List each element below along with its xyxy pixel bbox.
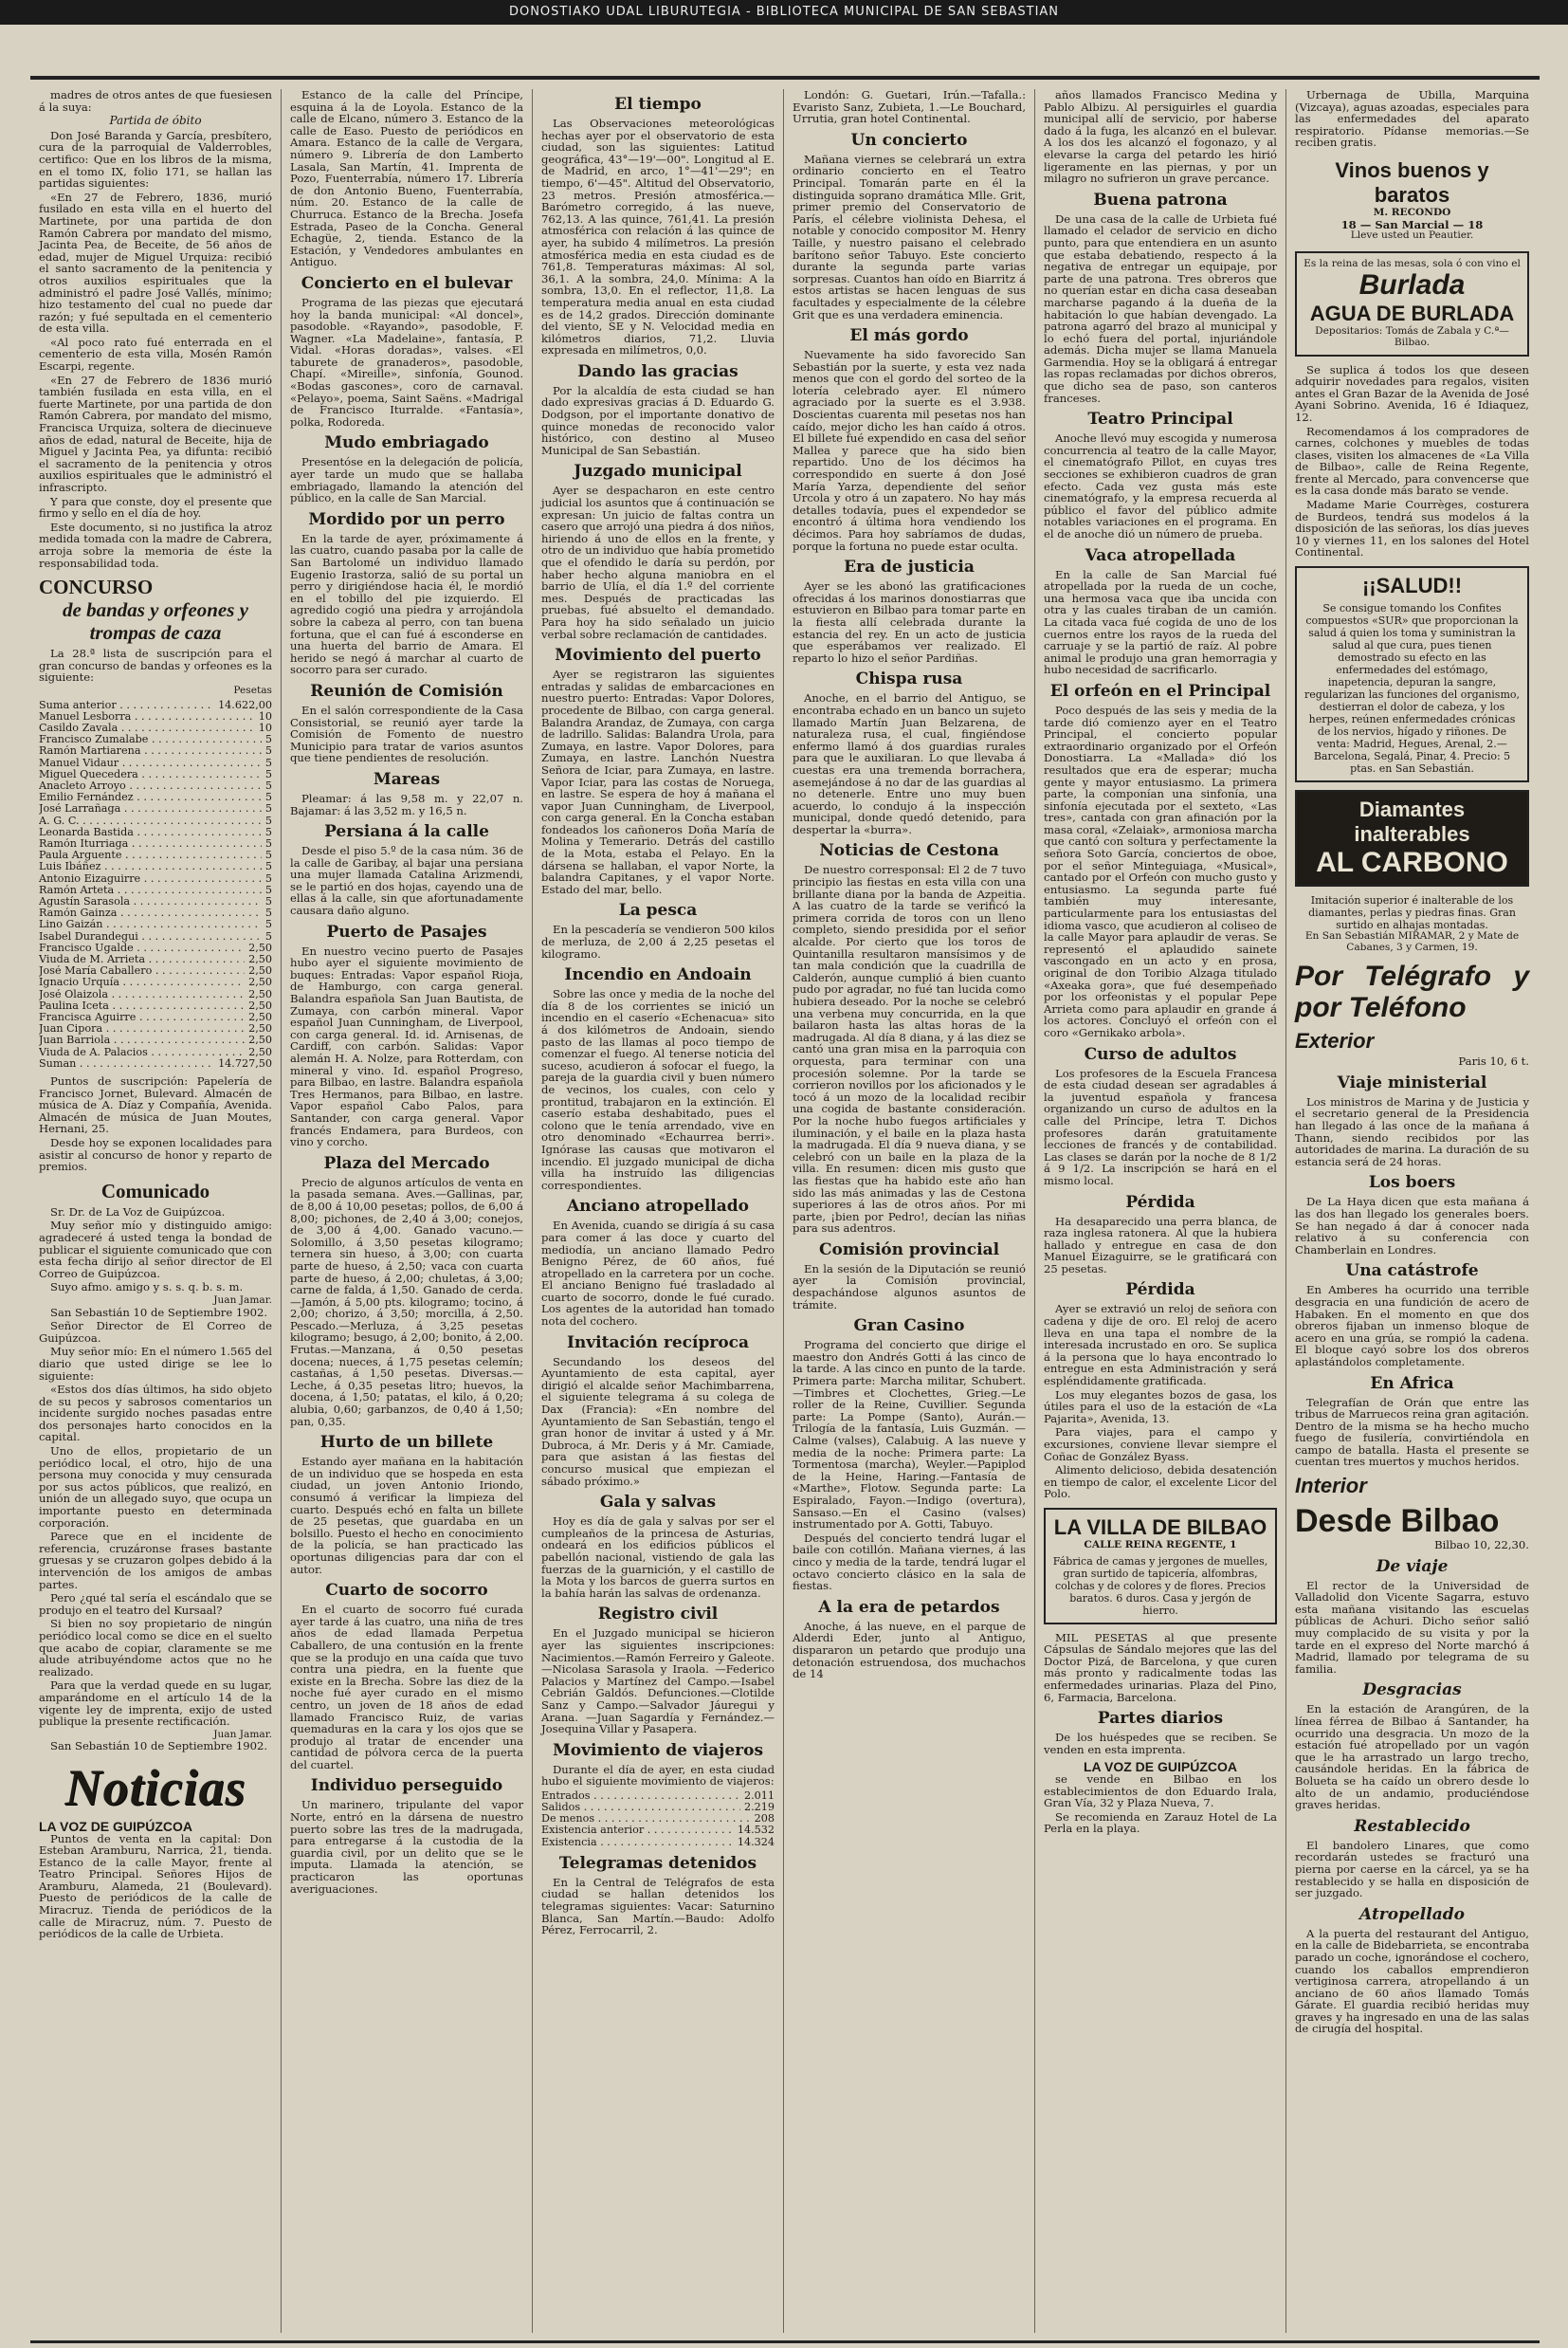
section-heading: Era de justicia [844,558,975,578]
paragraph: En el salón correspondiente de la Casa Consistorial, se reunió ayer tarde la Comisión de Fomento de nuestro Municipio para tratar de varios asuntos que tiene pendientes de resolución. [290,703,523,765]
row-name: Ramón Gainza . . . [39,908,262,919]
row-name: Francisco Zumalabe . . . [39,734,262,745]
section-heading: Pérdida [1125,1280,1195,1300]
paragraph: Por la alcaldía de esta ciudad se han dado expresivas gracias á D. Eduardo G. Dodgson, por el importante donativo de quince monedas de reconocido valor histórico, con destino al Museo Municipal de San Sebastián. [541,383,775,457]
paragraph: Ayer se despacharon en este centro judicial los asuntos que á continuación se expresan: Un juicio de faltas contra un casero que arrojó una piedra á dos niños, hiriendo á uno de ellos en la frente, y otro de un individuo que había prometido que el ofendido le daría su perdón, por haber hecho alguna maniobra en el barrio de Ulía, el día 1.º del corriente mes. Después de practicadas las pruebas, fué absuelto el demandado. Para hoy ha sido señalado un juicio verbal sobre reclamación de cantidades. [541,484,775,641]
row-value: 2,50 [248,953,272,965]
paragraph: Parece que en el incidente de referencia, cruzáronse frases bastante gruesas y se cruzaron golpes debido á la intervención de los amigos de ambas partes. [39,1530,272,1591]
list-row [39,861,272,872]
row-name: José María Caballero . . . [39,965,245,977]
list-row [39,723,272,734]
row-name: Manuel Lesborra . . . [39,711,255,723]
section-heading: Una catástrofe [1345,1261,1479,1281]
row-value: 5 [264,825,272,838]
ad-subtitle: AL CARBONO [1316,847,1508,879]
paragraph: Ayer se les abonó las gratificaciones ofrecidas á los marinos donostiarras que estuvieron en Bilbao para tomar parte en la fiesta allí celebrada durante la estancia del rey. En un acto de justicia que esperábamos ver realizado. El reparto lo hizo el señor Pardiñas. [793,579,1026,665]
row-value: 5 [264,733,272,746]
row-name: Entrados . . . [541,1790,740,1802]
row-value: 5 [264,744,272,758]
row-value: 5 [264,860,272,873]
ad-title: ¡¡SALUD!! [1361,574,1463,598]
list-row [39,885,272,896]
section-heading: Chispa rusa [855,670,963,689]
section-heading: Concierto en el bulevar [301,273,513,293]
row-value: 5 [264,929,272,943]
paragraph: Desde el piso 5.º de la casa núm. 36 de la calle de Garibay, al bajar una persiana una mujer llamada Catalina Arizmendi, se le partió en dos hojas, cayendo una de ellas á la calle, sin que afortunadamente causara daño alguno. [290,844,523,918]
ad-title: Vinos buenos y baratos [1335,157,1489,207]
row-name: Miguel Quecedera . . . [39,769,262,780]
section-interior: Interior [1295,1474,1367,1498]
column-3 [533,89,784,2333]
list-row [39,1058,272,1070]
travelers-list [541,1790,775,1848]
ad-footer: En San Sebastián MIRAMAR, 2 y Mate de Cabanes, 3 y Carmen, 19. [1304,930,1520,953]
paragraph: Anoche llevó muy escogida y numerosa concurrencia al teatro de la calle Mayor, el cinematógrafo Pillot, en cuyas tres secciones se exhibieron cuadros de gran efecto. Cada vez gusta más este cinematógrafo, y la empresa recuerda al público el favor del público admite notables variaciones en el programa. En el de anoche dió un número de prueba. [1044,431,1277,541]
ad-body: Se consigue tomando los Confites compuestos «SUR» que proporcionan la salud á quien los toma y suministran la salud al que cura, pues tienen demostrado su efecto en las enfermedades del estómago, inapetencia, depuran la sangre, regularizan las funciones del organismo, destierran el dolor de cabeza, y los herpes, reúnen enfermedades crónicas de los nervios, hígado y riñones. De venta: Madrid, Hegues, Arenal, 2.—Barcelona, Segalá, Pinar, 4. Precio: 5 ptas. en San Sebastián. [1304,602,1521,776]
paragraph: Los muy elegantes bozos de gasa, los útiles para el uso de la estación de «La Pajarita», Avenida, 13. [1044,1387,1277,1425]
paragraph: En la estación de Arangúren, de la línea férrea de Bilbao á Santander, ha ocurrido una desgracia. Un mozo de la estación fué atropellado por un vagón que le ha arrastrado un largo trecho, causándole heridas. En la fábrica de Bolueta se ha caído un obrero desde lo alto de un andamio, produciéndose graves heridas. [1295,1702,1529,1812]
paragraph: Se suplica á todos los que deseen adquirir novedades para regalos, visiten antes el Gran Bazar de la Avenida de José Ayani Sobrino. Avenida, 16 é Idiaquez, 12. [1295,362,1529,424]
list-row [39,908,272,919]
list-row [541,1802,775,1813]
paragraph: años llamados Francisco Medina y Pablo Albizu. Al persiguirles el guardia municipal allí de servicio, por haberse dado á la fuga, les alcanzó en el bulevar. A los dos les alcanzó el fogonazo, y al elevarse la carga del petardo les hirió ligeramente en las piernas, y por un milagro no sufrieron un grave percance. [1044,89,1277,186]
paragraph: Puntos de suscripción: Papelería de Francisco Jornet, Bulevard. Almacén de música de A. Díaz y Compañía, Avenida. Almacén de música de Juan Moutes, Hernani, 25. [39,1074,272,1136]
paragraph: Ayer se extravió un reloj de señora con cadena y dije de oro. El reloj de acero lleva en una tapa el nombre de la interesada incrustado en oro. Se suplica á la persona que lo haya encontrado lo entregue en esta Administración y será espléndidamente gratificada. [1044,1302,1277,1388]
list-row [39,965,272,977]
paragraph: De nuestro corresponsal: El 2 de 7 tuvo principio las fiestas en esta villa con una brillante diana por la banda de Azpeitia. A las cuatro de la tarde se verificó la primera corrida de toros con un lleno completo, siendo presidida por el señor alcalde. Por cierto que los toros de Quintanilla resultaron mansísimos y de tan mala condición que la cuadrilla de Calderón, aunque cumplió á bien cuanto pudo por agradar, no fué tan lucida como hubiera deseado. Por la noche se celebró una verbena muy concurrida, en la que bailaron hasta las altas horas de la madrugada. Al día 8 diana, y á las diez se cantó una gran misa en la parroquia con orquesta, para terminar con una procesión solemne. Por la tarde se corrieron novillos por los aficionados y le tocó á un mozo de la localidad recibir una cogida de bastante consideración. Por la noche hubo fuegos artificiales y iluminación, y el baile en la plaza hasta la madrugada. El día 9 nueva diana, y se celebró con un baile en la plaza de la villa. En resumen: dicen mis gusto que las fiestas que ha habido este año han sido las más animadas y las de Cestona superiores á las de otros años. Por mi parte, ¡bien por Pedro!, decían las niñas para sus adentros. [793,863,1026,1236]
paragraph: Señor Director de El Correo de Guipúzcoa. [39,1319,272,1345]
section-heading: Dando las gracias [577,361,738,381]
row-name: José Olaizola . . . [39,989,245,1000]
row-value: 2,50 [248,964,272,978]
dateline: Bilbao 10, 22,30. [1434,1538,1529,1552]
column-4 [784,89,1035,2333]
paragraph: El rector de la Universidad de Valladolid don Vicente Sagarra, estuvo esta mañana visitando las escuelas públicas de Achuri. Dicho señor salió muy complacido de su visita y por la tarde en el expreso del Norte marchó á Madrid, llamado por telegrama de su familia. [1295,1578,1529,1676]
list-row [39,977,272,988]
paragraph: En la Central de Telégrafos de esta ciudad se hallan detenidos los telegramas siguientes: Vacar: Saturnino Blanca, San Martín.—Baudo: Adolfo Pérez, Ferrocarril, 2. [541,1875,775,1937]
row-name: Ignacio Urquía . . . [39,977,245,988]
row-value: 2,50 [248,999,272,1012]
telegraph-banner: Por Telégrafo y por Teléfono [1295,961,1529,1024]
paragraph: En nuestro vecino puerto de Pasajes hubo ayer el siguiente movimiento de buques: Entradas: Vapor español Rioja, de Hamburgo, con carga general. Balandra española San Juan Bautista, de Zumaya, con carbón mineral. Vapor español Juan Cunningham, de Liverpool, con carga general. Id. id. Arnisenas, de Cardiff, con carbón. Salidas: Vapor alemán H. A. Nolze, para Rotterdam, con mineral y vino. Id. español Progreso, para Bilbao, en lastre. Balandra española Tres Hermanos, para Bilbao, en lastre. Vapor español Cabo Palos, para Santander, con carga general. Vapor francés Endamera, para Burdeos, con vino y corcho. [290,944,523,1149]
paragraph: Sobre las once y media de la noche del día 8 de los corrientes se inició un incendio en el caserío «Echenacua» sito á dos kilómetros de Andoain, siendo pasto de las llamas al poco tiempo de comenzar el fuego. Al tenerse noticia del suceso, acudieron á sofocar el fuego, la pareja de la guardia civil y buen número de vecinos, los cuales, con celo y prontitud, trabajaron en la extinción. El caserío estaba deshabitado, pues el colono que le tenía arrendado, vive en otro denominado «Echaurrea berri». Ignórase las causas que motivaron el incendio. El juzgado municipal de dicha villa ha instruído las diligencias correspondientes. [541,987,775,1192]
list-row [39,758,272,769]
list-row [39,919,272,930]
section-heading: Gran Casino [853,1316,965,1336]
row-value: 5 [264,779,272,792]
noticias-banner: Noticias [64,1758,246,1816]
row-value: 5 [264,802,272,816]
paragraph: Poco después de las seis y media de la tarde dió comienzo ayer en el Teatro Principal, el concierto popular extraordinario organizado por el Orfeón Donostiarra. La «Mallada» dió los resultados que era de esperar; mucha gente y mayor entusiasmo. La primera parte, la componían una sinfonía, una sinfonía ejecutada por el sexteto, «Las tres», cantada con gran afinación por la masa coral, «Zelaiak», armoniosa marcha que cantó con soltura y perfectamente la señora Soto García, conciertos de oboe, por el señor Minteguiaga, «Musical», cantado por el Orfeón con mucho gusto y entusiasmo. La segunda parte fué también muy interesante, particularmente para los entusiastas del idioma vasco, que acudieron al coliseo de la calle Mayor para aplaudir de veras. Se representó el aplaudido sainete vascongado en un acto y en prosa, original de don Toribio Alzaga titulado «Axeaka gora», que fué desempeñado por los orfeonistas y el popular Pepe Arrieta como para aplaudir en grande á los actores. Concluyó el orfeón con el coro «Gernikako arbola». [1044,703,1277,1039]
row-name: José Larrañaga . . . [39,803,262,815]
section-heading: de bandas y orfeones y trompas de caza [63,598,248,645]
section-heading: El orfeón en el Principal [1049,681,1271,701]
list-row [39,745,272,757]
column-2 [282,89,533,2333]
row-name: Isabel Durandegui . . . [39,931,262,943]
desde-bilbao-heading: Desde Bilbao [1295,1503,1500,1540]
paragraph: En el Juzgado municipal se hicieron ayer las siguientes inscripciones: Nacimientos.—Ramón Ferreiro y Galeote.—Nicolasa Sarasola y Iraola. —Federico Palacios y Martínez del Campo.—Isabel Cebrián Galdós. Defunciones.—Clotilde Sanz y Campo.—Salvador Jáuregui y Arana. —Juan Sagardía y Fernández.—Josequina Villar y Pasapera. [541,1626,775,1736]
section-heading: Partes diarios [1097,1709,1224,1729]
paragraph: San Sebastián 10 de Septiembre 1902. [50,1305,268,1319]
list-row [39,711,272,723]
list-row [39,1023,272,1035]
row-value: 5 [264,871,272,885]
list-row [39,838,272,850]
paragraph: Suyo afmo. amigo y s. s. q. b. s. m. [50,1280,244,1294]
row-value: 2,50 [248,1022,272,1036]
row-name: Salidos . . . [541,1802,740,1813]
row-value: 5 [264,907,272,920]
section-heading: Vaca atropellada [1085,545,1236,565]
dateline: Paris 10, 6 t. [1458,1055,1529,1069]
paragraph: Telegrafían de Orán que entre las tribus de Marruecos reina gran agitación. Dentro de la misma se ha hecho mucho fuego de fusilería, convirtiéndola en campo de batalla. Hasta el presente se cuentan tres muertos y muchos heridos. [1295,1395,1529,1469]
row-name: Francisca Aguirre . . . [39,1012,245,1023]
section-heading: Invitación recíproca [566,1332,750,1352]
row-value: 5 [264,883,272,896]
row-name: Emilio Fernández . . . [39,792,262,803]
list-row [39,1000,272,1012]
section-heading: Gala y salvas [599,1493,717,1513]
row-name: Ramón Martiarena . . . [39,745,262,757]
section-heading: Anciano atropellado [566,1197,749,1217]
list-row [39,943,272,954]
section-heading: El más gordo [849,326,969,346]
paragraph: En el cuarto de socorro fué curada ayer tarde á las cuatro, una niña de tres años de edad llamada Perpetua Caballero, de una contusión en la frente que se la produjo en una caída que tuvo contra una piedra, en la fuente que existe en la Brecha. Sobre las diez de la noche fué ayer curado en el mismo centro, un joven de 18 años de edad llamado Francisco Ruiz, de varias quemaduras en la cara y los ojos que se produjo al tratar de encender una cantidad de pólvora cerca de la puerta del cuartel. [290,1603,523,1771]
section-exterior: Exterior [1295,1029,1375,1054]
paragraph: En la calle de San Marcial fué atropellada por la rueda de un coche, una hermosa vaca que iba uncida con otra y las cuales tiraban de un camión. La citada vaca fué cogida de uno de los cuernos entre los rayos de la rueda del carruaje y se la partió de raíz. Al pobre animal le produjo una gran hemorragia y hubo necesidad de sacrificarlo. [1044,567,1277,677]
section-heading: Los boers [1368,1173,1456,1193]
row-value: 2,50 [248,941,272,954]
paragraph: se vende en Bilbao en los establecimientos de don Eduardo Irala, Gran Vía, 32 y Plaza Nueva, 7. [1044,1771,1277,1810]
row-name: Suma anterior . . . [39,700,214,711]
row-name: Viuda de A. Palacios . . . [39,1047,245,1058]
list-row [541,1825,775,1836]
paragraph: Sr. Dr. de La Voz de Guipúzcoa. [50,1204,226,1219]
paragraph: Para viajes, para el campo y excursiones, conviene llevar siempre el Coñac de González Byass. [1044,1425,1277,1463]
row-value: 14.622,00 [218,698,272,711]
ad-villa-de-bilbao [1044,1508,1277,1624]
section-heading: Un concierto [850,130,968,150]
newspaper-page [30,89,1540,2333]
row-value: 5 [264,836,272,850]
paragraph: Hoy es día de gala y salvas por ser el cumpleaños de la princesa de Asturias, ondeará en los edificios públicos el pabellón nacional, vistiendo de gala las fuerzas de la guarnición, y el castillo de la Mota y los barcos de guerra surtos en la bahía harán las salvas de ordenanza. [541,1514,775,1600]
section-heading: CONCURSO [39,576,154,599]
paragraph: Los profesores de la Escuela Francesa de esta ciudad desean ser agradables á la juventud española y francesa organizando un curso de adultos en la calle del Príncipe, letra T. Dichos profesores darán gratuitamente lecciones de francés y de contabilidad. Las clases se darán por la noche de 8 1/2 á 9 1/2. La inscripción se hará en el mismo local. [1044,1066,1277,1187]
paragraph: Estanco de la calle del Príncipe, esquina á la de Loyola. Estanco de la calle de Elcano, número 3. Estanco de la calle de Easo. Puesto de periódicos en Amara. Estanco de la calle de Vergara, número 9. Librería de don Lamberto Lasala, San Martín, 41. Imprenta de Pozo, Fuenterrabía, número 17. Librería de don Antonio Bueno, Fuenterrabía, núm. 20. Estanco de la calle de Churruca. Estanco de la Brecha. Josefa Estrada, Paseo de la Concha. General Echagüe, 2, tienda. Estanco de la Estación, y Vendedores ambulantes en Antiguo. [290,89,523,269]
list-row [39,827,272,838]
row-name: Anacleto Arroyo . . . [39,780,262,792]
ad-brand: Burlada [1358,269,1466,302]
paragraph: Ha desaparecido una perra blanca, de raza inglesa ratonera. Al que la hubiera hallado y entregue en casa de don Manuel Eizaguirre, se le gratificará con 25 pesetas. [1044,1214,1277,1275]
list-row [39,896,272,908]
paragraph: Este documento, si no justifica la atroz medida tomada con la madre de Cabrera, arroja sobre la memoria de éste la responsabilidad toda. [39,520,272,570]
section-heading: Juzgado municipal [574,462,742,482]
ad-title: LA VILLA DE BILBAO [1053,1514,1267,1539]
ad-footer: Depositarios: Tomás de Zabala y C.ª—Bilbao. [1315,325,1509,348]
list-row [39,931,272,943]
paragraph: De una casa de la calle de Urbieta fué llamado el celador de servicio en dicho punto, para que entendiera en un asunto que estaba debatiendo, respecto á la negativa de entregar un equipaje, por parte de una patrona. Tres obreros que no querían estar en dicha casa deseaban marcharse pagando á la dueña de la habitación lo que habían devengado. La patrona agarró del brazo al municipal y lo echó fuera del portal, injuriándole además. Dicha mujer se llama Manuela Garmendia. Hoy se la obligará á entregar las ropas reclamadas por dichos obreros, que dicho sea de paso, son canteros franceses. [1044,211,1277,405]
paragraph: Madame Marie Courrèges, costurera de Burdeos, tendrá sus modelos á la disposición de las señoras, los días jueves 10 y viernes 11, en los salones del Hotel Continental. [1295,498,1529,559]
row-name: De menos . . . [541,1813,751,1825]
row-value: 14.324 [737,1835,775,1848]
paragraph: Secundando los deseos del Ayuntamiento de esta capital, ayer dirigió el alcalde señor Machimbarrena, el siguiente telegrama á su colega de Dax (Francia): «En nombre del Ayuntamiento de San Sebastián, tengo el gran honor de invitar á usted y á Mr. Dubroca, á Mr. Deris y á Mr. Camiade, para que asistan á las fiestas del concurso musical que empiezan el sábado próximo.» [541,1354,775,1488]
list-row [39,850,272,861]
paragraph: El bandolero Linares, que como recordarán ustedes se fracturó una pierna por caerse en la cárcel, ya se ha restablecido y se halla en disposición de ser juzgado. [1295,1838,1529,1900]
row-value: 14.727,50 [218,1056,272,1070]
row-name: Leonarda Bastida . . . [39,827,262,838]
paragraph: madres de otros antes de que fuesiesen á la suya: [39,89,272,114]
paragraph: «En 27 de Febrero de 1836 murió también fusilada en esta villa, en el fuerte Martinete, por una partida de don Ramón Cabrera, por mandato del mismo, Francisca Urquiza, soltera de diecinueve años de edad, natural de Beceite, hija de Miguel y Jacinta Pea, ya difunta: recibió el sacramento de la penitencia y otros auxilios espirituales que le administró el infrascripto. [39,373,272,494]
signature: Juan Jamar. [213,1728,272,1740]
paragraph: MIL PESETAS al que presente Cápsulas de Sándalo mejores que las del Doctor Pizá, de Barcelona, y que curen más pronto y radicalmente todas las enfermedades urinarias. Plaza del Pino, 6, Farmacia, Barcelona. [1044,1630,1277,1704]
section-heading: Telegramas detenidos [558,1853,757,1873]
paragraph: Mañana viernes se celebrará un extra ordinario concierto en el Teatro Principal. Tomarán parte en él la distinguida soprano dramática Mlle. Grit, primer premio del Conservatorio de París, el célebre violinista Dehesa, el notable y conocido compositor M. Henry Taille, y nuestro paisano el celebrado barítono señor Tabuyo. Este concierto durante la segunda parte varias sorpresas. Cuantos han oído en Biarritz á estos artistas se hacen lenguas de sus facultades y especialmente de la célebre Grit que es una verdadera eminencia. [793,152,1026,321]
section-heading: Restablecido [1354,1816,1470,1836]
ad-diamantes [1295,790,1529,887]
row-name: Luis Ibáñez . . . [39,861,262,872]
row-value: 5 [264,767,272,780]
row-value: 10 [258,721,272,734]
section-heading: Incendio en Andoain [564,965,752,985]
section-heading: Persiana á la calle [324,822,489,842]
paragraph: Alimento delicioso, debida desatención en tiempo de calor, el excelente Licor del Polo. [1044,1463,1277,1501]
row-name: Agustín Sarasola . . . [39,896,262,908]
row-name: Juan Cipora . . . [39,1023,245,1035]
list-row [541,1790,775,1802]
section-heading: La pesca [618,901,698,921]
column-1 [30,89,282,2333]
paragraph: Estando ayer mañana en la habitación de un individuo que se hospeda en esta ciudad, un joven Antonio Iriondo, consumó á verificar la limpieza del cuarto. Después echó en falta un billete de 25 pesetas, que guardaba en un bolsillo. Puesto el hecho en conocimiento de la policía, se han practicado las oportunas diligencias para dar con el autor. [290,1455,523,1576]
paragraph: En Avenida, cuando se dirigía á su casa para comer á las doce y cuarto del mediodía, un anciano llamado Pedro Benigno Pérez, de 60 años, fué atropellado en la carretera por un coche. El anciano Benigno fué trasladado al cuarto de socorro, donde le fué curado. Los agentes de la autoridad han tomado nota del cochero. [541,1219,775,1329]
paragraph: Precio de algunos artículos de venta en la pasada semana. Aves.—Gallinas, par, de 8,00 á 10,00 pesetas; pollos, de 6,00 á 8,00; pichones, de 2,40 á 3,00; conejos, de 3,00 á 4,00. Ganado vacuno.—Solomillo, á 3,50 pesetas kilogramo; ternera sin hueso, á 3,00; con cuarta parte de hueso, á 2,50; vaca con cuarta parte de hueso, á 2,00; chuletas, á 3,00; carne de falda, á 1,50. Ganado de cerda.—Jamón, á 5,00 pts. kilogramo; tocino, á 2,00; chorizo, á 3,50; morcilla, á 2,50. Pescado.—Merluza, á 3,25 pesetas kilogramo; besugo, á 2,00; bonito, á 2,00. Frutas.—Manzana, á 0,50 pesetas docena; nueces, á 1,75 pesetas celemín; castañas, á 1,50 pesetas. Diversas.—Leche, á 0,35 pesetas litro; huevos, la docena, á 1,50; patatas, el kilo, á 0,20; alubia, 0,60; garbanzos, de 0,40 á 1,50; pan, 0,35. [290,1175,523,1428]
section-heading: En Africa [1370,1373,1454,1393]
section-heading: De viaje [1376,1556,1449,1576]
ad-body: Imitación superior é inalterable de los diamantes, perlas y piedras finas. Gran surtido en alhajas montadas. [1308,894,1516,932]
row-name: Paulina Iceta . . . [39,1000,245,1012]
ad-title: AGUA DE BURLADA [1309,302,1515,326]
row-value: 14.532 [737,1824,775,1837]
paragraph: Pero ¿qué tal sería el escándalo que se produjo en el teatro del Kursaal? [39,1591,272,1617]
paragraph: En Amberes ha ocurrido una terrible desgracia en una fundición de acero de Habaken. En el momento en que dos obreros fijaban un inmenso bloque de acero en una grúa, se rompió la cadena. El bloque cayó sobre los dos obreros aplastándolos completamente. [1295,1283,1529,1368]
section-heading: Atropellado [1359,1904,1465,1924]
row-value: 5 [264,756,272,769]
section-heading: Reunión de Comisión [310,681,503,701]
paragraph: Urbernaga de Ubilla, Marquina (Vizcaya), aguas azoadas, especiales para las enfermedades del aparato respiratorio. Pídanse memorias.—Se reciben gratis. [1295,89,1529,150]
paragraph: Uno de ellos, propietario de un periódico local, el otro, hijo de una persona muy conocida y muy censurada por sus actos públicos, que realizó, en unión de un allegado suyo, que ocupa un importante puesto en determinada corporación. [39,1444,272,1530]
row-value: 5 [264,918,272,931]
row-name: Existencia anterior . . . [541,1825,734,1836]
paragraph: «Estos dos días últimos, ha sido objeto de su pecos y sabrosos comentarios un incidente surgido noches pasadas entre dos personajes harto conocidos en la capital. [39,1383,272,1444]
row-name: Antonio Eizaguirre . . . [39,873,262,885]
row-name: Suman . . . [39,1058,214,1070]
section-heading: Movimiento de viajeros [552,1740,764,1760]
list-row [39,780,272,792]
paragraph: Puntos de venta en la capital: Don Esteban Aramburu, Narrica, 21, tienda. Estanco de la calle Mayor, frente al Teatro Principal. Señores Hijos de Aramburu, Alameda, 21 (Boulevard). Puesto de periódicos de la calle de Miracruz. Tienda de periódicos de la calle de Miracruz, núm. 7. Puesto de periódicos de la calle de Urbieta. [39,1831,272,1941]
list-row [39,734,272,745]
ad-address: CALLE REINA REGENTE, 1 [1084,1538,1237,1550]
list-row [541,1837,775,1848]
list-row [39,803,272,815]
list-row [39,989,272,1000]
column-6 [1286,89,1538,2333]
ad-address: 18 — San Marcial — 18 [1340,217,1484,231]
section-heading: Pérdida [1125,1192,1195,1212]
ad-subtitle: M. RECONDO [1373,206,1451,218]
row-value: 2.219 [743,1801,775,1814]
paragraph: Y para que conste, doy el presente que firmo y sello en el día de hoy. [39,494,272,521]
masthead-mini: LA VOZ DE GUIPÚZCOA [1083,1759,1238,1775]
section-heading: Plaza del Mercado [323,1153,490,1173]
section-heading: Cuarto de socorro [325,1581,488,1601]
row-value: 2,50 [248,987,272,1000]
paragraph: Para que la verdad quede en su lugar, amparándome en el artículo 14 de la vigente ley de imprenta, exijo de usted publique la presente rectificación. [39,1678,272,1729]
list-row [39,1012,272,1023]
paragraph: Ayer se registraron las siguientes entradas y salidas de embarcaciones en nuestro puerto: Entradas: Vapor Dolores, procedente de Bilbao, con carga general. Balandra Arandaz, de Zumaya, con carga de ladrillo. Salidas: Balandra Urola, para Zumaya, en lastre. Vapor Dolores, para Zumaya, en lastre. Lanchón Nuestra Señora de Iciar, para Zumaya, en lastre. Vapor Iciar, para las costas de Noruega, en lastre. Se espera de hoy á mañana el vapor Juan Cunningham, de Liverpool, con carga general. En la Concha estaban fondeados los cañoneros Doña María de Molina y Temerario. Detrás del castillo de la Mota, estaba el Pelayo. En la dársena se hallaban, el vapor Norte, la balandra Capitanes, y el vapor Norte. Estado del mar, bello. [541,668,775,896]
paragraph: Después del concierto tendrá lugar el baile con cotillón. Mañana viernes, á las cinco y media de la tarde, tendrá lugar el octavo concierto clásico en la sala de fiestas. [793,1531,1026,1593]
row-name: Juan Barriola . . . [39,1035,245,1046]
paragraph: En la pescadería se vendieron 500 kilos de merluza, de 2,00 á 2,25 pesetas el kilogramo. [541,923,775,961]
paragraph: Muy señor mío y distinguido amigo: agradeceré á usted tenga la bondad de publicar el siguiente comunicado que con esta fecha dirijo al señor director de El Correo de Guipúzcoa. [39,1219,272,1280]
section-heading: El tiempo [614,95,702,114]
paragraph: «En 27 de Febrero, 1836, murió fusilado en esta villa en el huerto del Martinete, por una partida de don Ramón Cabrera por mandato del mismo, Jacinta Pea, de Beceite, de 56 años de edad, mujer de Miguel Urquiza: recibió el santo sacramento de la penitencia y otros auxilios espirituales que la administró el padre José Vallés, mínimo; hizo testamento del cual no puede dar razón; y fué sepultada en el cementerio de esta villa. [39,190,272,336]
paragraph: La 28.ª lista de suscripción para el gran concurso de bandas y orfeones es la siguiente: [39,647,272,685]
bottom-rule [30,2340,1540,2343]
section-heading: Registro civil [597,1605,719,1624]
paragraph: Recomendamos á los compradores de carnes, colchones y muebles de todas clases, visiten los almacenes de «La Villa de Bilbao», calle de Reina Regente, frente al Mercado, para convencerse que es la casa donde más barato se vende. [1295,424,1529,498]
list-row [39,792,272,803]
ad-diamantes-text [1295,894,1529,953]
paragraph: Londón: G. Guetari, Irún.—Tafalla.: Evaristo Sanz, Zubieta, 1.—Le Bouchard, Urrutia, gran hotel Continental. [793,89,1026,126]
row-value: 5 [264,849,272,862]
section-heading: Puerto de Pasajes [326,922,487,942]
section-heading: Comunicado [100,1179,210,1202]
paragraph: En la sesión de la Diputación se reunió ayer la Comisión provincial, despachándose algunos asuntos de trámite. [793,1261,1026,1312]
paragraph: Muy señor mío: En el número 1.565 del diario que usted dirige se lee lo siguiente: [39,1345,272,1383]
paragraph: Anoche, á las nueve, en el parque de Alderdi Eder, junto al Antiguo, dispararon un petardo que produjo una detonación estruendosa, dos muchachos de 14 [793,1619,1026,1681]
section-heading: Comisión provincial [818,1239,1000,1259]
paragraph: «Al poco rato fué enterrada en el cementerio de esta villa, Mosén Ramón Escarpi, regente. [39,335,272,374]
paragraph: Nuevamente ha sido favorecido San Sebastián por la suerte, y esta vez nada menos que con el gordo del sorteo de la lotería celebrado ayer. El número agraciado por la suerte es el 3.938. Doscientas cuarenta mil pesetas nos han caído, mejor dicho les han caído á otros. El billete fué expendido en casa del señor Mallea y parece que ha sido bien repartido. Uno de los décimos ha correspondido en suerte á don José María Yarza, dependiente del señor Urcola y otro á un zapatero. No hay más detalles todavía, pues el expendedor se encontró á última hora vendiendo los décimos. Para hoy sabríamos de dudas, porque la fortuna no puede estar oculta. [793,348,1026,553]
ad-footer: Lleve usted un Peautier. [1350,229,1474,242]
paragraph: Se recomienda en Zarauz Hotel de La Perla en la playa. [1044,1809,1277,1836]
paragraph: Los ministros de Marina y de Justicia y el secretario general de la Presidencia han llegado á las once de la mañana á Thann, siendo recibidos por las autoridades de marina. La duración de su estancia será de 24 horas. [1295,1094,1529,1168]
row-value: 10 [258,709,272,723]
paragraph: Desde hoy se exponen localidades para asistir al concurso de honor y reparto de premios. [39,1136,272,1174]
paragraph: Durante el día de ayer, en esta ciudad hubo el siguiente movimiento de viajeros: [541,1762,775,1789]
column-5 [1035,89,1286,2333]
paragraph: San Sebastián 10 de Septiembre 1902. [50,1739,268,1753]
row-name: A. G. C. . . . [39,816,262,827]
section-heading: Curso de adultos [1084,1044,1237,1064]
row-name: Manuel Vidaur . . . [39,758,262,769]
subscription-list [39,700,272,1071]
section-heading: Noticias de Cestona [819,841,999,861]
paragraph: Programa del concierto que dirige el maestro don Andrés Gotti á las cinco de la tarde. A las cinco en punto de la tarde. Primera parte: Marcha militar, Schubert.—Timbres et Clochettes, Grieg.—Le roller de la Reine, Cuvillier. Segunda parte: La Pompe (Santo), Aurán.—Trilogía de la fantasía, Luis Guzmán. —Calme (valses), Calabuig. A las nueve y media de la noche: Primera parte: La Tormentosa (marcha), Weyler.—Papiplod de la Heine, Haring.—Fantasía de «Marthe», Flotow. Segunda parte: La Espiralado, Fayon.—Indigo (overtura), Sansaso.—En el Casino (valses) instrumentado por A. Gotti, Tabuyo. [793,1338,1026,1532]
paragraph: De los huéspedes que se reciben. Se venden en esta imprenta. [1044,1731,1277,1756]
row-name: Paula Arguente . . . [39,850,262,861]
subheading: Partida de óbito [109,114,202,128]
row-name: Viuda de M. Arrieta . . . [39,954,245,965]
list-header: Pesetas [233,684,272,696]
row-name: Lino Gaizán . . . [39,919,262,930]
row-value: 5 [264,894,272,908]
paragraph: Anoche, en el barrio del Antiguo, se encontraba echado en un banco un sujeto llamado Martín Juan Belzarena, de naturaleza rusa, el cual, fingiéndose enfermo llamó á dos guardias rurales para que le auxiliaran. Lo que llevaba á cuestas era una tremenda borrachera, asemejándose á no dar de las guardias al no detenerle. Entre uno muy buen acuerdo, lo condujo á la inspección municipal, donde quedó detenido, para despertar la «burra». [793,691,1026,836]
section-heading: Buena patrona [1093,190,1228,210]
paragraph: Programa de las piezas que ejecutará hoy la banda municipal: «Al doncel», pasodoble. «Rayando», pasodoble, F. Wagner. «La Madelaine», fantasía, P. Vidal. «Horas doradas», valses. «El taburete de granaderos», pasodoble, Chapí. «Mireille», sinfonía, Gounod. «Bodas gascones», coro de carnaval. «Pelayo», poema, Saint Saëns. «Madrigal de Francisco Iturralde. «Fantasía», polka, Rodoreda. [290,295,523,429]
paragraph: Presentóse en la delegación de policía, ayer tarde un mudo que se hallaba embriagado, llamando la atención del público, en la calle de San Marcial. [290,455,523,505]
section-heading: Mareas [373,769,441,789]
row-value: 5 [264,814,272,827]
paragraph: A la puerta del restaurant del Antiguo, en la calle de Bidebarrieta, se encontraba parado un coche, ignorándose el cochero, cuando los caballos emprendieron vertiginosa carrera, atropellando á un anciano de 60 años llamado Tomás Gárate. El guardia recibió heridas muy graves y ha ingresado en una de las salas de cirugía del hospital. [1295,1926,1529,2036]
ad-vinos [1295,156,1529,244]
section-heading: Hurto de un billete [319,1433,494,1453]
row-value: 5 [264,791,272,804]
ad-agua-burlada [1295,251,1529,357]
row-value: 2,50 [248,1034,272,1047]
ad-title: Diamantes inalterables [1354,798,1470,847]
list-row [39,873,272,885]
row-name: Existencia . . . [541,1837,734,1848]
ad-body: Fábrica de camas y jergones de muelles, gran surtido de tapicería, alfombras, colchas y de colores y de flores. Precios baratos. 6 duros. Casa y jergón de hierro. [1052,1554,1268,1617]
paragraph: Pleamar: á las 9,58 m. y 22,07 n. Bajamar: á las 3,52 m. y 16,5 n. [290,791,523,817]
paragraph: De La Haya dicen que esta mañana á las dos han llegado los generales boers. Se han negado á dar á conocer nada relativo á su conferencia con Chamberlain en Londres. [1295,1195,1529,1257]
row-value: 2,50 [248,976,272,989]
row-value: 2.011 [743,1789,775,1802]
paragraph: En la tarde de ayer, próximamente á las cuatro, cuando pasaba por la calle de San Bartolomé un individuo llamado Eugenio Irastorza, salió de su portal un perro y dirigiéndose hacia él, le mordió en el tobillo del pie izquierdo. El agredido cogió una piedra y arrojándola sobre la cabeza al perro, con tan buena fortuna, que el can fué á esconderse en una huerta del barrio de Amara. El herido se negó á marchar al cuarto de socorro para ser curado. [290,531,523,677]
list-row [39,954,272,965]
row-name: Ramón Arteta . . . [39,885,262,896]
row-value: 208 [754,1812,775,1825]
row-value: 2,50 [248,1011,272,1024]
section-heading: A la era de petardos [818,1597,1000,1617]
signature: Juan Jamar. [213,1293,272,1306]
list-row [39,769,272,780]
list-row [39,1035,272,1046]
section-heading: Teatro Principal [1087,410,1233,430]
section-heading: Viaje ministerial [1337,1073,1487,1092]
ad-tagline: Es la reina de las mesas, sola ó con vino el [1304,257,1521,269]
paragraph: Las Observaciones meteorológicas hechas ayer por el observatorio de esta ciudad, son las siguientes: Latitud geográfica, 43°—19'—00". Longitud al E. de Madrid, en arco, 1°—41'—29"; en tiempo, 6'—45". Altitud del Observatorio, 23 metros. Presión atmosférica.—Barómetro corregido, á las nueve, 762,13. A las quince, 761,41. La presión atmosférica con relación á las quince de ayer, ha subido 4 milímetros. La presión atmosférica media en esta ciudad es de 761,8. Temperaturas máximas: Al sol, 36,1. A la sombra, 24,0. Mínima: A la sombra, 13,0. En el reflector, 11,8. La temperatura media anual en esta ciudad es de 14,2 grados. Dirección dominante del viento, SE y N. Velocidad media en kilómetros diarios, 71,2. Lluvia expresada en milímetros, 0,0. [541,117,775,358]
section-heading: Desgracias [1362,1680,1462,1700]
row-name: Francisco Ugalde . . . [39,943,245,954]
section-heading: Mordido por un perro [308,509,505,529]
section-heading: Individuo perseguido [310,1776,503,1796]
row-name: Casildo Zavala . . . [39,723,255,734]
masthead-mini: LA VOZ DE GUIPÚZCOA [39,1818,193,1834]
paragraph: Un marinero, tripulante del vapor Norte, entró en la dársena de nuestro puerto sobre las tres de la madrugada, para entregarse á la custodia de la guardia civil, por un delito que se le imputa. Llamada la atención, se practicaron las oportunas averiguaciones. [290,1798,523,1896]
ad-salud [1295,566,1529,782]
row-value: 2,50 [248,1045,272,1058]
paragraph: Don José Baranda y García, presbítero, cura de la parroquial de Valderrobles, certifico: Que en los libros de la misma, en el tomo IX, folio 171, se hallan las partidas siguientes: [39,128,272,191]
archive-header-bar: DONOSTIAKO UDAL LIBURUTEGIA - BIBLIOTECA MUNICIPAL DE SAN SEBASTIAN [0,0,1568,25]
row-name: Ramón Iturriaga . . . [39,838,262,850]
list-row [39,816,272,827]
list-row [39,700,272,711]
list-row [39,1047,272,1058]
section-heading: Mudo embriagado [324,433,489,453]
top-rule [30,76,1540,80]
section-heading: Movimiento del puerto [555,646,761,666]
paragraph: Si bien no soy propietario de ningún periódico local como se dice en el suelto que acabo de copiar, claramente se me alude atribuyéndome actos que no he realizado. [39,1617,272,1678]
